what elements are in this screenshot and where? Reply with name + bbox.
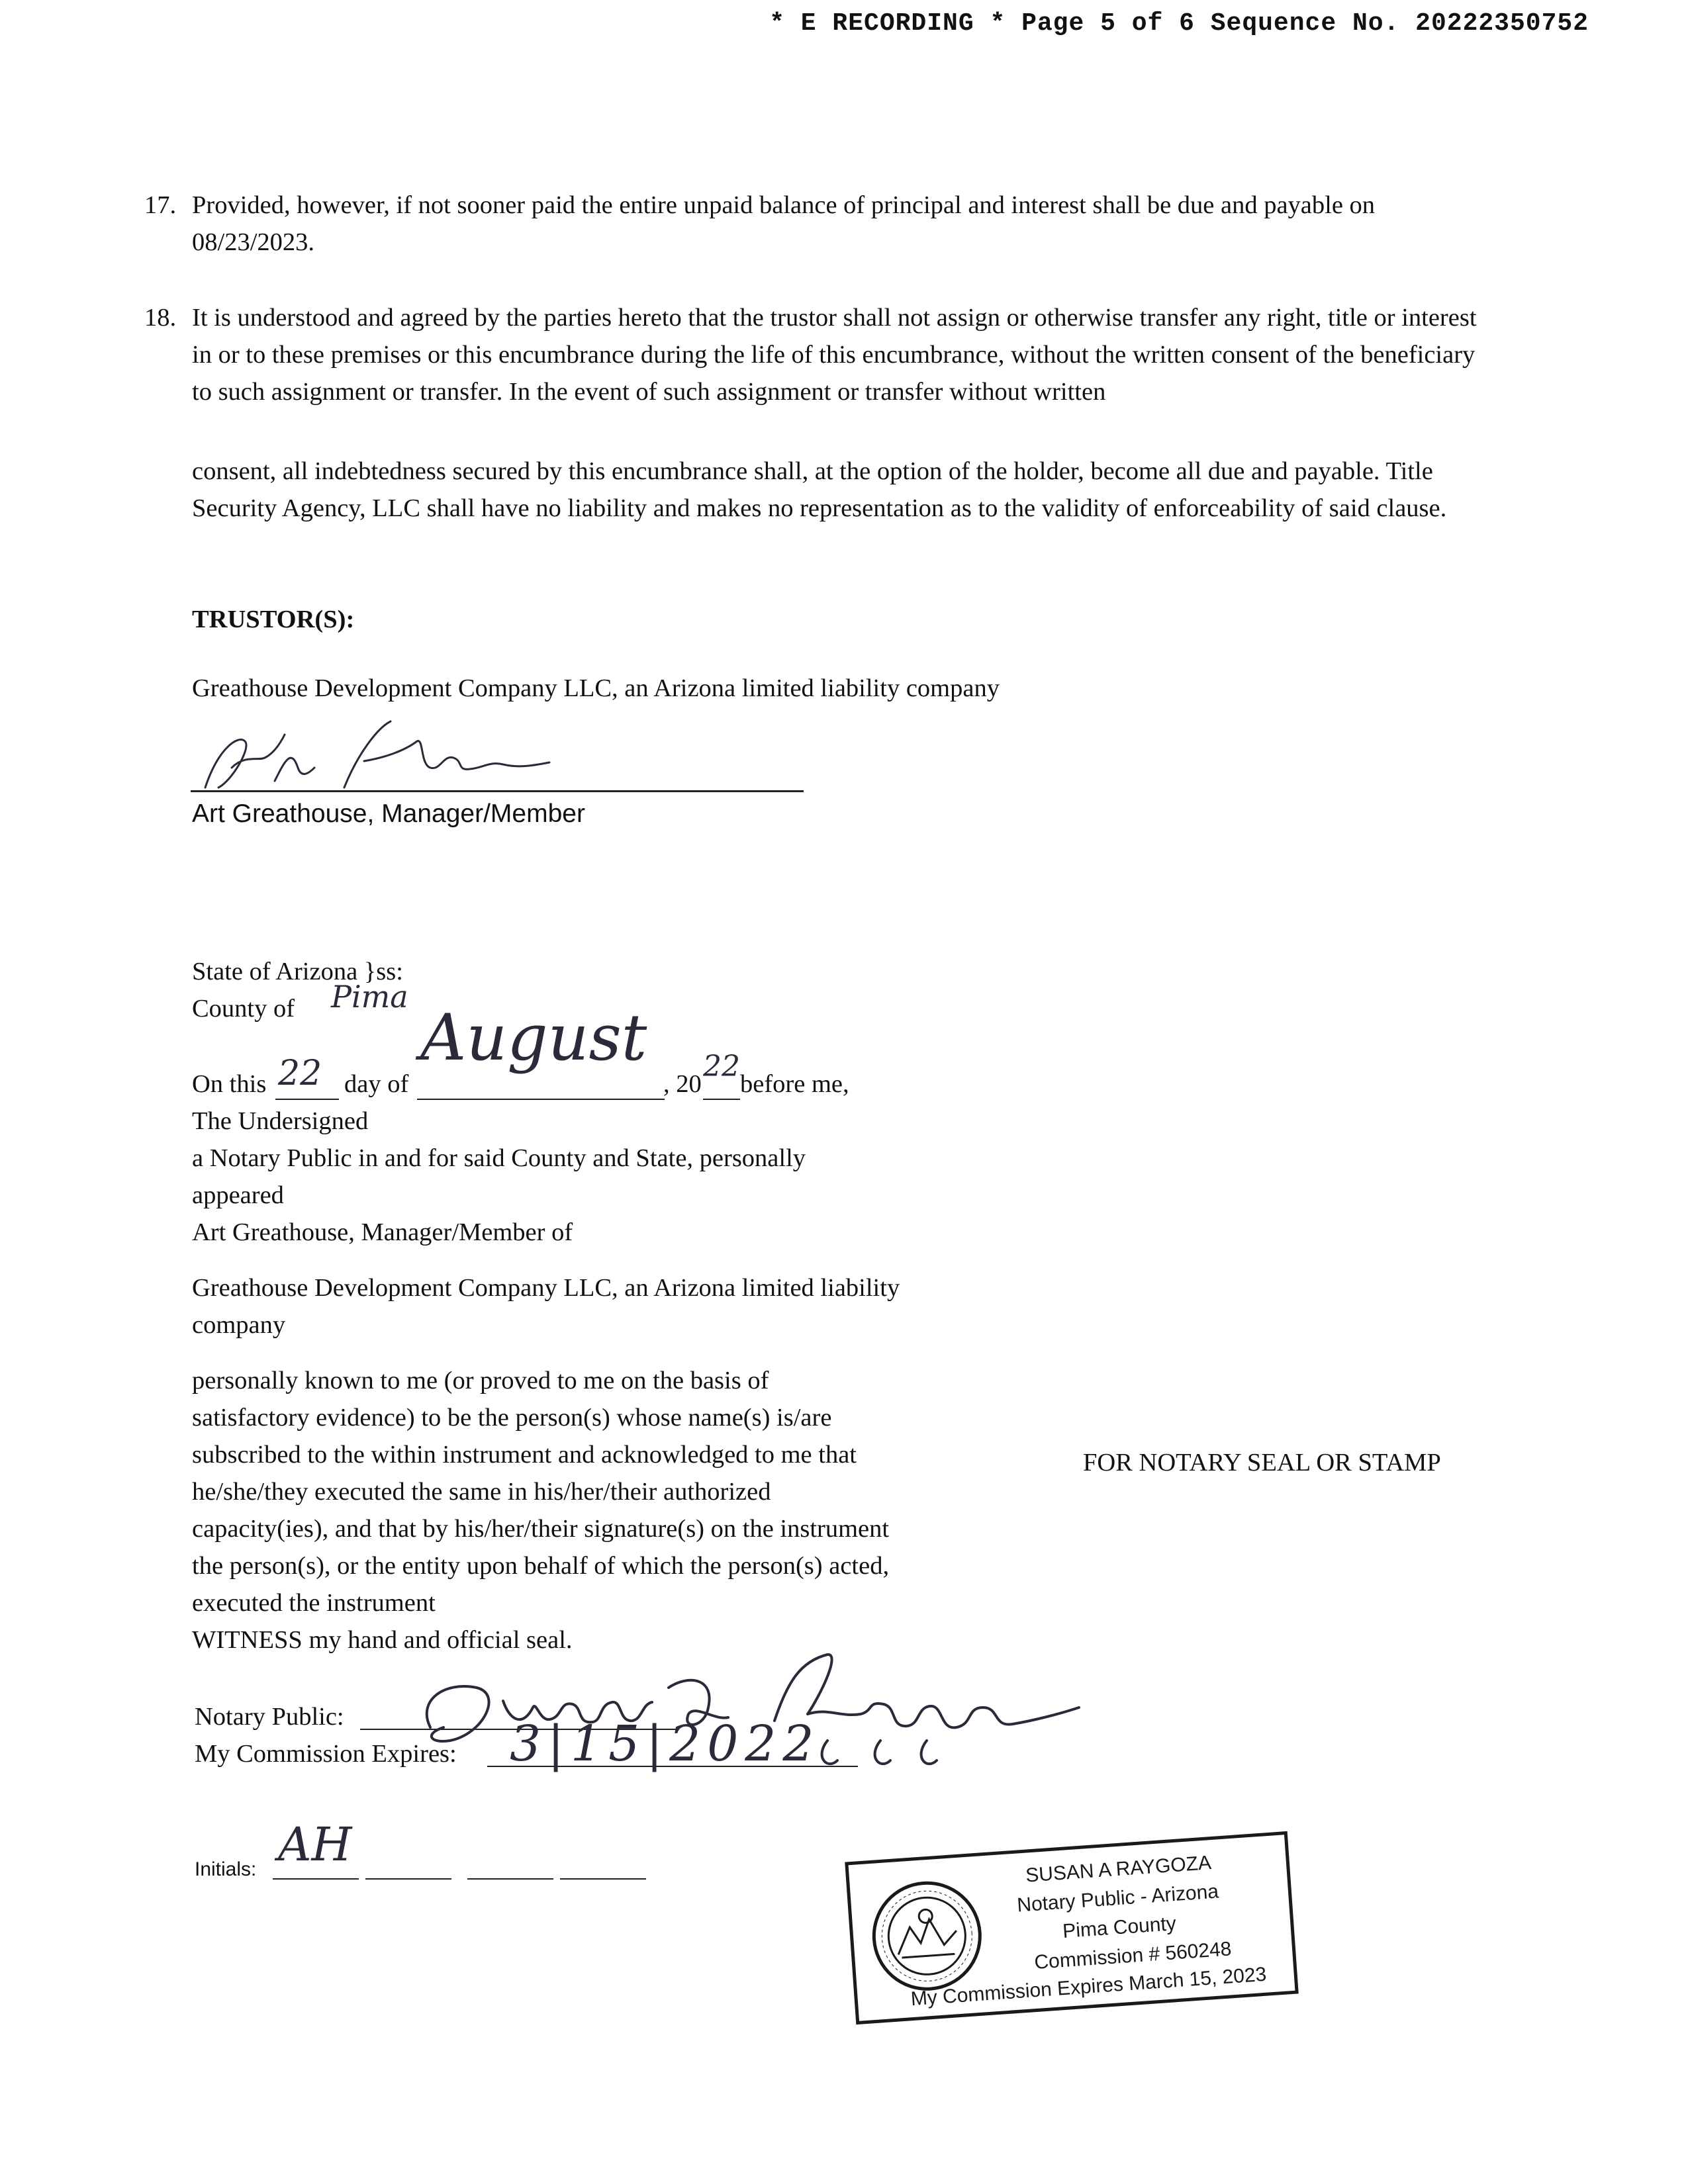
statement-line: capacity(ies), and that by his/her/their signature(s) on the instrument <box>192 1515 890 1543</box>
initials-blank <box>365 1878 451 1880</box>
month-blank <box>417 1099 665 1100</box>
statement-line: satisfactory evidence) to be the person(s) whose name(s) is/are <box>192 1404 832 1432</box>
ack-company-line-2: company <box>192 1311 286 1339</box>
trustor-signature <box>192 708 589 801</box>
notary-public-label: Notary Public: <box>195 1703 344 1731</box>
clause-number: 17. <box>144 191 177 219</box>
year-handwritten: 22 <box>703 1050 740 1083</box>
stamp-name: SUSAN A RAYGOZA <box>1025 1852 1213 1887</box>
clause-18-continuation: consent, all indebtedness secured by this encumbrance shall, at the option of the holder, become all due and payable. Title Security Agency, LLC shall have no liability and makes no representation as to the validity of enforceability of said clause. <box>192 457 1447 522</box>
on-this-label: On this <box>192 1070 267 1098</box>
year-prefix: , 20 <box>663 1070 702 1098</box>
stamp-title: Notary Public - Arizona <box>1016 1880 1219 1917</box>
day-blank <box>275 1099 339 1100</box>
appeared-name: Art Greathouse, Manager/Member of <box>192 1218 573 1246</box>
initials-blank <box>467 1878 553 1880</box>
county-handwritten: Pima <box>331 979 408 1015</box>
statement-line: subscribed to the within instrument and acknowledged to me that <box>192 1441 857 1469</box>
trustor-company: Greathouse Development Company LLC, an Arizona limited liability company <box>192 674 1000 702</box>
clause-text: Provided, however, if not sooner paid the entire unpaid balance of principal and interest shall be due and payable on 08/23/2023. <box>192 191 1376 256</box>
state-line: State of Arizona }ss: <box>192 958 403 985</box>
trustor-signature-line <box>191 790 804 792</box>
before-me: before me, <box>740 1070 849 1098</box>
clause-text: It is understood and agreed by the parties hereto that the trustor shall not assign or otherwise transfer any right, title or interest in or to these premises or this encumbrance during the life of this encumbrance, without the written consent of the beneficiary to such assignment or transfer. In the event of such assignment or transfer without written <box>192 304 1477 406</box>
statement-line: executed the instrument <box>192 1589 436 1617</box>
county-line <box>192 979 408 1027</box>
stamp-commission: Commission # 560248 <box>1033 1938 1233 1974</box>
county-label: County of <box>192 995 295 1023</box>
clause-number: 18. <box>144 304 177 332</box>
statement-line: WITNESS my hand and official seal. <box>192 1626 573 1654</box>
stamp-county: Pima County <box>1062 1913 1177 1942</box>
notary-line-1: a Notary Public in and for said County and State, personally <box>192 1144 806 1172</box>
trustor-signer-title: Art Greathouse, Manager/Member <box>192 799 585 828</box>
initials-label: Initials: <box>195 1858 257 1880</box>
clause-17 <box>144 187 1481 261</box>
undersigned: The Undersigned <box>192 1107 369 1135</box>
notary-stamp <box>845 1831 1299 2025</box>
commission-handwritten: 3|15|2022 <box>510 1715 821 1772</box>
statement-line: he/she/they executed the same in his/her/their authorized <box>192 1478 771 1506</box>
initials-handwritten: AH <box>278 1817 352 1872</box>
initials-blank <box>273 1878 359 1880</box>
state-seal-icon <box>867 1876 987 1996</box>
day-of-label: day of <box>344 1070 409 1098</box>
stamp-expires: My Commission Expires March 15, 2023 <box>910 1963 1268 2011</box>
statement-line: the person(s), or the entity upon behalf of which the person(s) acted, <box>192 1552 890 1580</box>
year-blank <box>703 1099 740 1100</box>
notary-line-2: appeared <box>192 1181 284 1209</box>
ack-company-line-1: Greathouse Development Company LLC, an Arizona limited liability <box>192 1274 900 1302</box>
trustor-heading: TRUSTOR(S): <box>192 606 355 633</box>
commission-label: My Commission Expires: <box>195 1740 457 1768</box>
seal-placeholder: FOR NOTARY SEAL OR STAMP <box>1083 1449 1441 1477</box>
initials-blank <box>560 1878 646 1880</box>
statement-line: personally known to me (or proved to me on the basis of <box>192 1367 769 1394</box>
month-handwritten: August <box>420 1001 647 1075</box>
recording-banner: * E RECORDING * Page 5 of 6 Sequence No. 20222350752 <box>769 9 1589 38</box>
clause-18 <box>144 299 1481 410</box>
day-handwritten: 22 <box>278 1054 322 1093</box>
